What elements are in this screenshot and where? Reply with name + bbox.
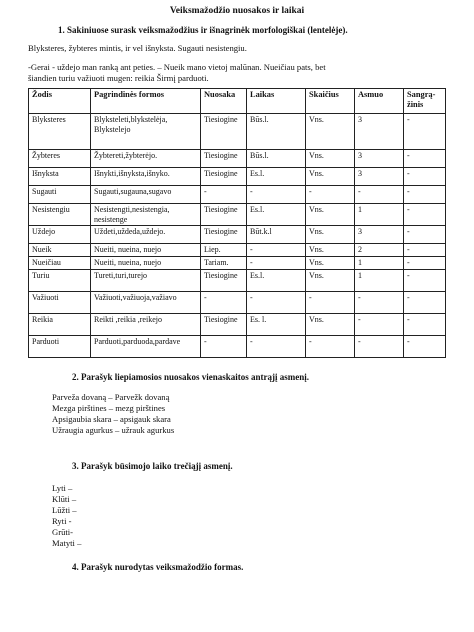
table-cell: Vns. <box>306 168 355 186</box>
table-cell: Išnykti,išnyksta,išnyko. <box>91 168 201 186</box>
table-cell: Tiesiogine <box>201 150 247 168</box>
table-cell: Vns. <box>306 150 355 168</box>
table-row <box>29 336 446 358</box>
table-cell: 1 <box>355 257 404 270</box>
table-cell: Es. l. <box>247 314 306 336</box>
header-laikas: Laikas <box>247 89 306 114</box>
table-cell: Sugauti,sugauna,sugavo <box>91 186 201 204</box>
table-row <box>29 257 446 270</box>
table-cell: - <box>306 186 355 204</box>
table-cell: - <box>404 336 446 358</box>
table-cell: Vns. <box>306 204 355 226</box>
table-cell: Tariam. <box>201 257 247 270</box>
task1-sentence1: Blyksteres, žybteres mintis, ir vel išnyksta. Sugauti nesistengiu. <box>28 43 247 53</box>
task3-line: Lyti – <box>52 483 73 493</box>
table-row <box>29 204 446 226</box>
table-cell: - <box>355 314 404 336</box>
table-cell: Žybteres <box>29 150 91 168</box>
table-cell: Vns. <box>306 257 355 270</box>
task3-line: Klūti – <box>52 494 77 504</box>
table-cell: 2 <box>355 244 404 257</box>
header-nuosaka: Nuosaka <box>201 89 247 114</box>
task3-line: Ryti - <box>52 516 72 526</box>
table-cell: 3 <box>355 150 404 168</box>
table-cell: Parduoti <box>29 336 91 358</box>
table-row <box>29 114 446 150</box>
table-cell: - <box>306 292 355 314</box>
header-asmuo: Asmuo <box>355 89 404 114</box>
task1-sentence2-line2: šiandien turiu važiuoti mugen: reikia Širmį parduoti. <box>28 73 209 83</box>
document-title: Veiksmažodžio nuosakos ir laikai <box>169 6 305 16</box>
task3-line: Lūžti – <box>52 505 77 515</box>
table-cell: 3 <box>355 114 404 150</box>
table-cell: Turiu <box>29 270 91 292</box>
table-cell: Būt.k.l <box>247 226 306 244</box>
table-cell: Tiesiogine <box>201 226 247 244</box>
table-cell: - <box>201 336 247 358</box>
task3-line: Matyti – <box>52 538 82 548</box>
table-cell: Vns. <box>306 226 355 244</box>
table-cell: Važiuoti,važiuoja,važiavo <box>91 292 201 314</box>
table-row <box>29 314 446 336</box>
task1-heading: 1. Sakiniuose surask veiksmažodžius ir išnagrinėk morfologiškai (lentelėje). <box>58 25 348 35</box>
table-cell: 1 <box>355 270 404 292</box>
table-cell: Liep. <box>201 244 247 257</box>
table-cell: Tiesiogine <box>201 114 247 150</box>
table-cell: Nueiti, nueina, nuejo <box>91 257 201 270</box>
table-cell: Būs.l. <box>247 150 306 168</box>
header-pagrindines-formos: Pagrindinės formos <box>91 89 201 114</box>
table-cell: - <box>404 186 446 204</box>
table-cell: Vns. <box>306 114 355 150</box>
table-cell: - <box>247 244 306 257</box>
table-cell: Es.l. <box>247 270 306 292</box>
table-cell: Nesistengiu <box>29 204 91 226</box>
table-cell: Vns. <box>306 244 355 257</box>
table-cell: Nesistengti,nesistengia, nesistenge <box>91 204 201 226</box>
table-cell: - <box>247 336 306 358</box>
table-cell: - <box>355 336 404 358</box>
table-cell: Išnyksta <box>29 168 91 186</box>
table-cell: Sugauti <box>29 186 91 204</box>
table-cell: Blyksteres <box>29 114 91 150</box>
table-cell: - <box>404 114 446 150</box>
table-cell: - <box>404 270 446 292</box>
table-row <box>29 292 446 314</box>
table-row <box>29 270 446 292</box>
table-cell: Es.l. <box>247 168 306 186</box>
table-cell: Nueik <box>29 244 91 257</box>
table-cell: - <box>404 257 446 270</box>
table-row <box>29 168 446 186</box>
table-cell: Es.l. <box>247 204 306 226</box>
table-cell: - <box>355 292 404 314</box>
table-cell: - <box>404 314 446 336</box>
task4-heading: 4. Parašyk nurodytas veiksmažodžio formas. <box>72 562 244 572</box>
table-cell: Būs.l. <box>247 114 306 150</box>
table-cell: Tiesiogine <box>201 204 247 226</box>
table-row <box>29 226 446 244</box>
table-cell: - <box>247 186 306 204</box>
table-cell: Reikia <box>29 314 91 336</box>
table-cell: Nueiti, nueina, nuejo <box>91 244 201 257</box>
task3-heading: 3. Parašyk būsimojo laiko trečiąjį asmenį. <box>72 461 233 471</box>
table-cell: Parduoti,parduoda,pardave <box>91 336 201 358</box>
table-cell: - <box>201 292 247 314</box>
table-cell: Žybtereti,žybterėjo. <box>91 150 201 168</box>
task2-line: Apsigaubia skara – apsigauk skara <box>52 414 171 424</box>
table-row <box>29 186 446 204</box>
table-cell: - <box>404 168 446 186</box>
table-cell: Tiesiogine <box>201 168 247 186</box>
task2-heading: 2. Parašyk liepiamosios nuosakos vienaskaitos antrąjį asmenį. <box>72 372 310 382</box>
task2-line: Užraugia agurkus – užrauk agurkus <box>52 425 175 435</box>
header-sangrazinis: Sangrą-žinis <box>404 89 446 114</box>
task3-answers <box>52 483 81 549</box>
table-row <box>29 244 446 257</box>
table-cell: - <box>247 257 306 270</box>
table-cell: Tiesiogine <box>201 314 247 336</box>
header-zodis: Žodis <box>29 89 91 114</box>
table-cell: Nueičiau <box>29 257 91 270</box>
task3-line: Grūti- <box>52 527 74 537</box>
task2-answers <box>52 392 174 436</box>
table-header-row <box>29 89 446 114</box>
table-cell: Uždeti,uždeda,uždejo. <box>91 226 201 244</box>
task2-line: Mezga pirštines – mezg pirštines <box>52 403 166 413</box>
table-cell: - <box>404 204 446 226</box>
table-cell: - <box>247 292 306 314</box>
table-cell: Uždejo <box>29 226 91 244</box>
table-cell: - <box>404 292 446 314</box>
table-cell: 3 <box>355 226 404 244</box>
header-skaicius: Skaičius <box>306 89 355 114</box>
task1-sentence2-line1: -Gerai - uždejo man ranką ant peties. – Nueik mano vietoj malūnan. Nueičiau pats, bet <box>28 62 326 72</box>
table-cell: - <box>306 336 355 358</box>
morphology-table <box>28 88 446 358</box>
table-cell: Reikti ,reikia ,reikejo <box>91 314 201 336</box>
table-cell: 1 <box>355 204 404 226</box>
table-cell: 3 <box>355 168 404 186</box>
table-cell: Blyksteleti,blykstelėja, Blykstelejo <box>91 114 201 150</box>
table-cell: Vns. <box>306 270 355 292</box>
table-cell: - <box>404 244 446 257</box>
table-cell: - <box>404 150 446 168</box>
table-cell: - <box>404 226 446 244</box>
table-cell: - <box>355 186 404 204</box>
table-row <box>29 150 446 168</box>
task2-line: Parveža dovaną – Parvežk dovaną <box>52 392 170 402</box>
table-cell: Vns. <box>306 314 355 336</box>
table-cell: Tureti,turi,turejo <box>91 270 201 292</box>
table-cell: Važiuoti <box>29 292 91 314</box>
table-cell: - <box>201 186 247 204</box>
table-cell: Tiesiogine <box>201 270 247 292</box>
